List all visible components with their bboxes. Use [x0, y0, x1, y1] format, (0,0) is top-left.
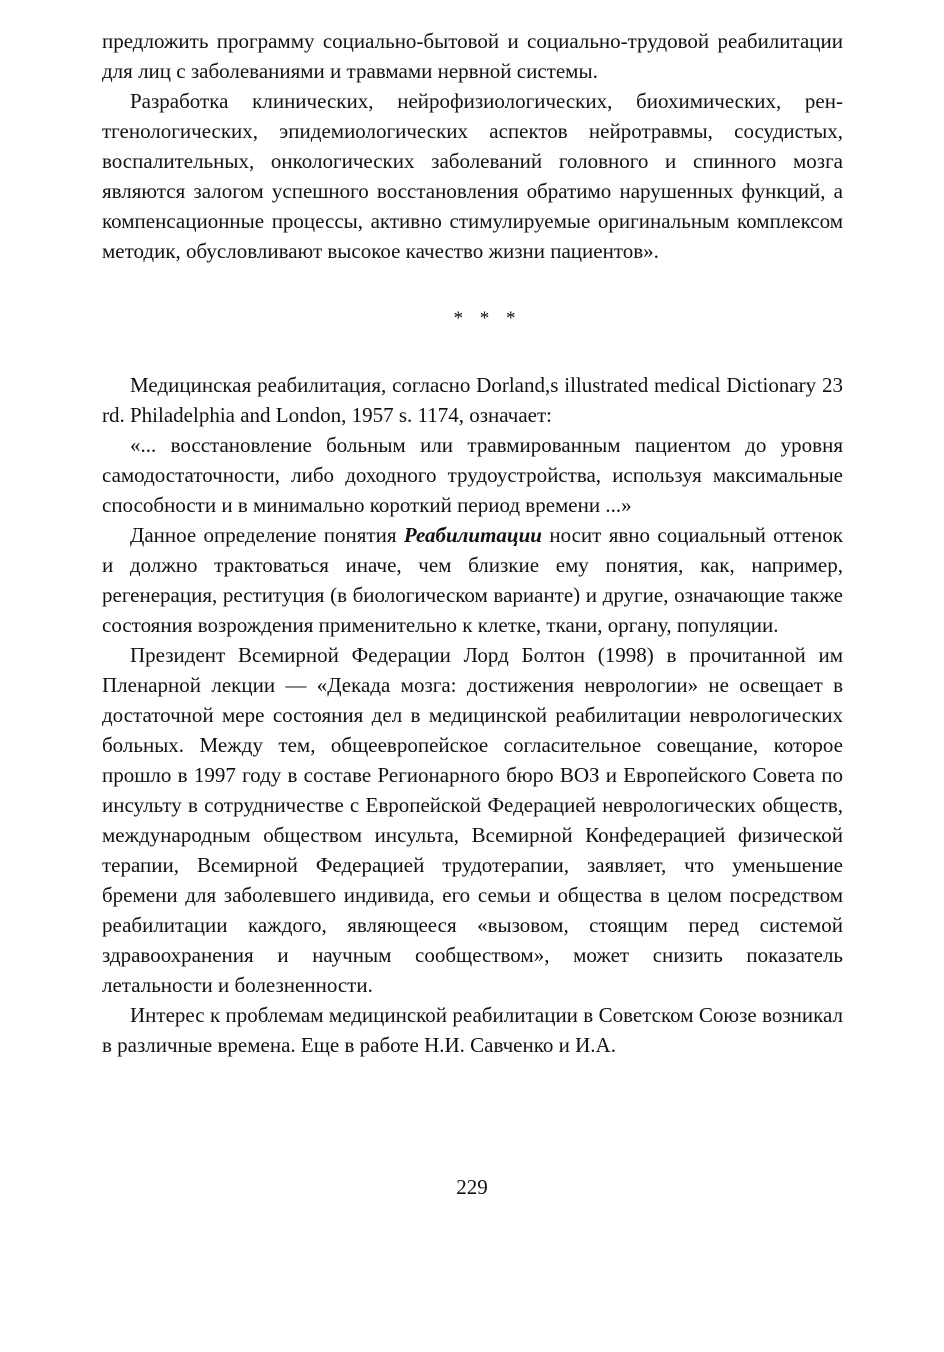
term-text-after: носит явно социальный оттенок и должно трактоваться иначе, чем близкие ему понятия, как, например, регенерация, реституция (в биологическом варианте) и другие, означающие также состояния возрождения применительно к клетке, ткани, органу, популяции.	[102, 523, 843, 637]
term-text-before: Данное определение понятия	[130, 523, 404, 547]
paragraph-definition-quote: «... восстановление больным или травмированным пациентом до уровня самодостаточности, либо доходного трудоустройства, используя максимальные способности и в минимально короткий период времени ...»	[102, 433, 843, 517]
paragraph-term-definition	[102, 520, 843, 640]
paragraph-definition-intro: Медицинская реабилитация, согласно Dorland,s illustrated medical Dictionary 23 rd. Philadelphia and London, 1957 s. 1174, означает:	[102, 373, 843, 427]
section-separator: * * *	[453, 308, 522, 329]
page-number: 229	[456, 1175, 488, 1199]
paragraph-continuation: предложить программу социально-бытовой и социально-трудовой реабилитации для лиц с заболеваниями и травмами нервной системы.	[102, 29, 843, 83]
paragraph-research-aspects: Разработка клинических, нейрофизиологических, биохимических, рентгенологических, эпидемиологических аспектов нейротравмы, сосудистых, воспалительных, онкологических заболеваний головного и спинного мозга являются залогом успешного восстановления обратимо нарушенных функций, а компенсационные процессы, активно стимулируемые оригинальным комплексом методик, обусловливают высокое качество жизни пациентов».	[102, 89, 843, 263]
paragraph-bolton-lecture: Президент Всемирной Федерации Лорд Болтон (1998) в прочитанной им Пленарной лекции — «Декада мозга: достижения неврологии» не освещает в достаточной мере состояния дел в медицинской реабилитации неврологических больных. Между тем, общеевропейское согласительное совещание, которое прошло в 1997 году в составе Регионарного бюро ВОЗ и Европейского Совета по инсульту в сотрудничестве с Европейской Федерацией неврологических обществ, международным обществом инсульта, Всемирной Конфедерацией физической терапии, Всемирной Федерацией трудотерапии, заявляет, что уменьшение бремени для заболевшего индивида, его семьи и общества в целом посредством реабилитации каждого, являющееся «вызовом, стоящим перед системой здравоохранения и научным сообществом», может снизить показатель летальности и болезненности.	[102, 643, 843, 997]
term-rehabilitation: Реабилитации	[403, 523, 542, 547]
paragraph-soviet-interest: Интерес к проблемам медицинской реабилитации в Советском Союзе возникал в различные времена. Еще в работе Н.И. Савченко и И.А.	[102, 1003, 843, 1057]
page-body	[102, 26, 843, 1060]
